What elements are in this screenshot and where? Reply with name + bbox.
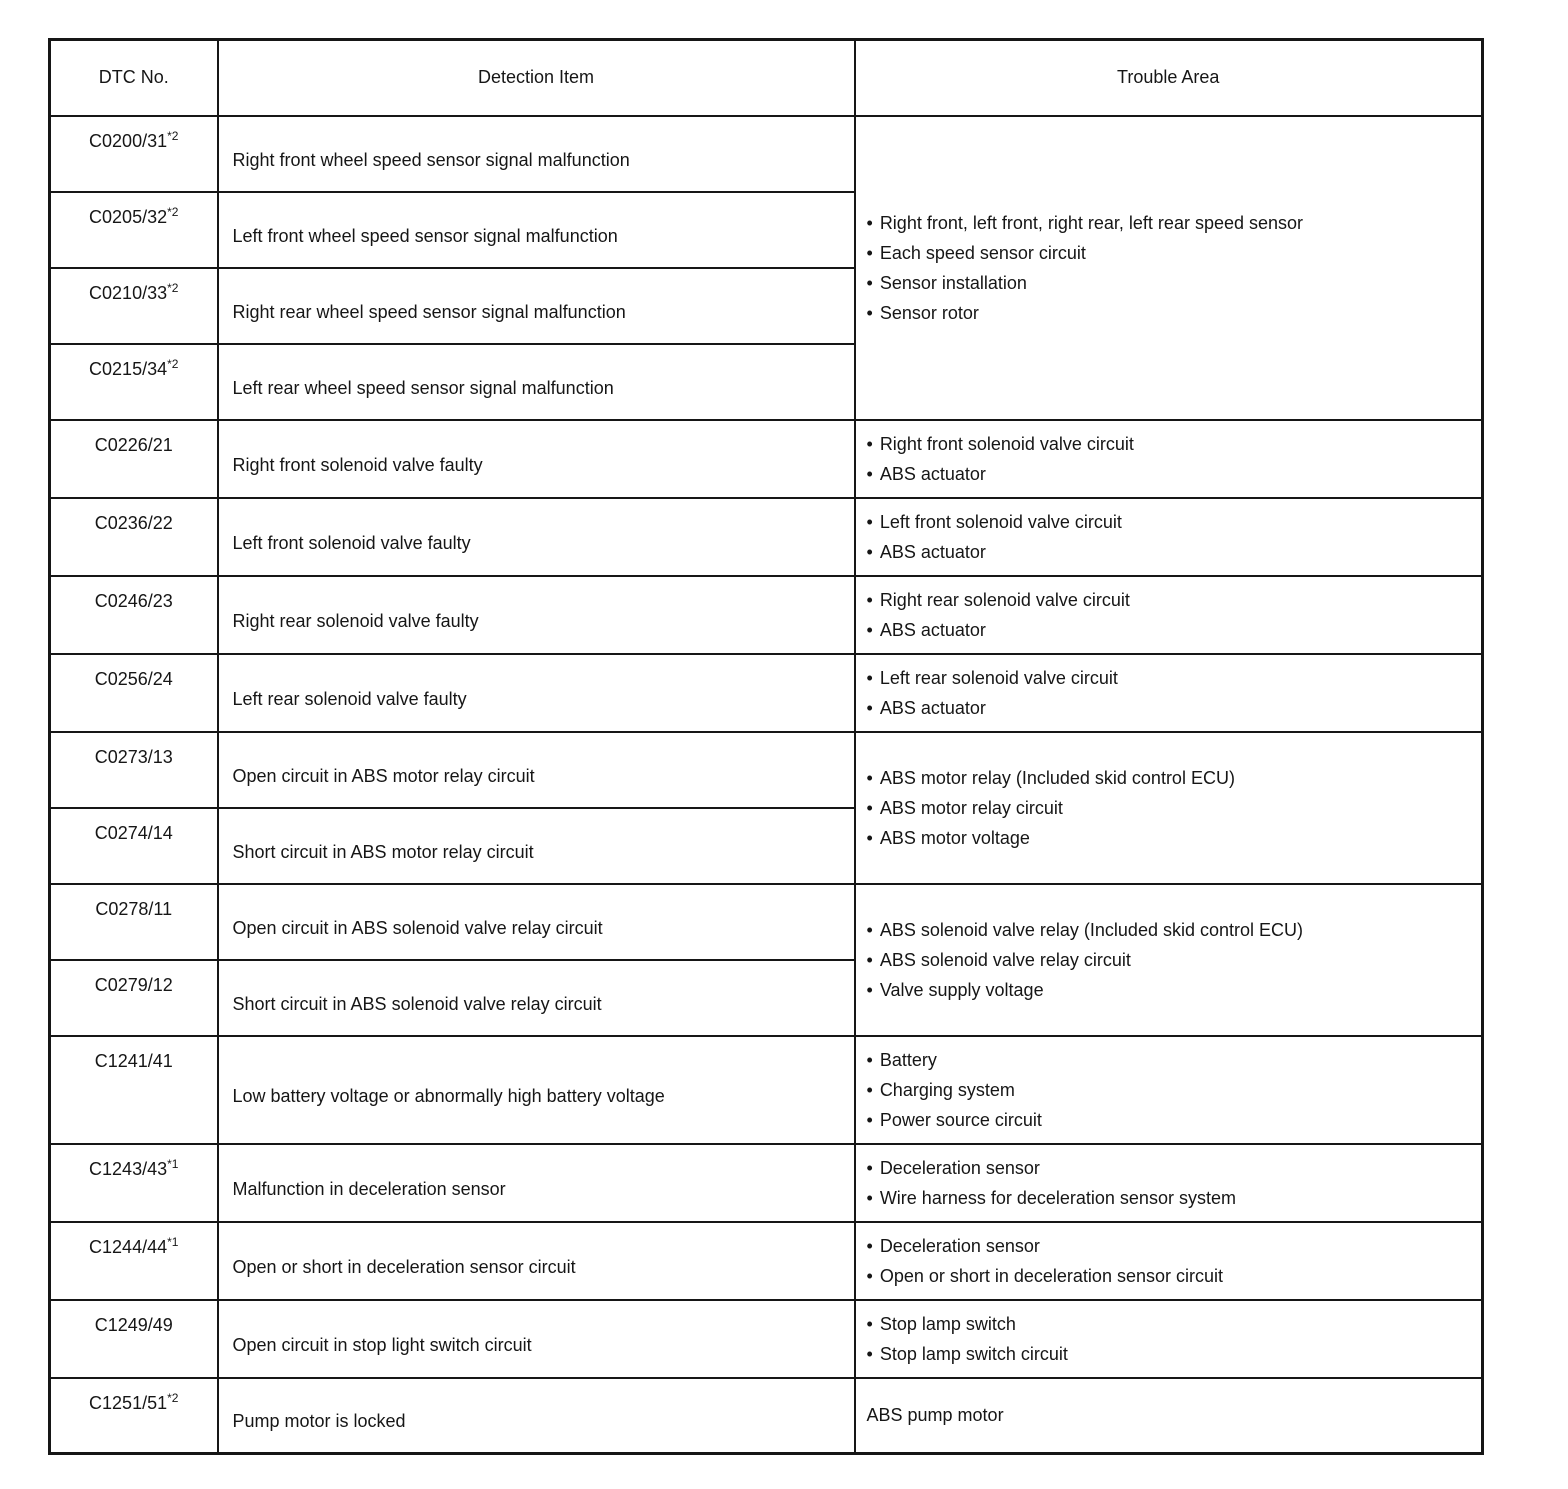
trouble-area-line: • Valve supply voltage bbox=[867, 975, 1470, 1005]
dtc-row bbox=[50, 732, 1483, 808]
dtc-code-cell bbox=[50, 1144, 218, 1222]
trouble-area-line: • Each speed sensor circuit bbox=[867, 238, 1470, 268]
dtc-code: C0200/31 bbox=[89, 130, 168, 151]
trouble-area-cell bbox=[855, 420, 1483, 498]
trouble-area-cell bbox=[855, 1144, 1483, 1222]
dtc-code: C0226/21 bbox=[94, 434, 173, 455]
dtc-footnote-marker: *1 bbox=[167, 1234, 179, 1249]
dtc-table bbox=[48, 38, 1484, 1455]
trouble-area-line: • Power source circuit bbox=[867, 1105, 1470, 1135]
trouble-area-cell bbox=[855, 498, 1483, 576]
dtc-row bbox=[50, 420, 1483, 498]
dtc-code-cell bbox=[50, 192, 218, 268]
dtc-footnote-marker: *2 bbox=[167, 1390, 179, 1405]
dtc-footnote-marker: *2 bbox=[167, 280, 179, 295]
dtc-code: C1251/51 bbox=[89, 1392, 168, 1413]
dtc-code: C0215/34 bbox=[89, 358, 168, 379]
trouble-area-line: • ABS motor relay circuit bbox=[867, 793, 1470, 823]
dtc-code-cell bbox=[50, 654, 218, 732]
dtc-row bbox=[50, 576, 1483, 654]
dtc-code-cell bbox=[50, 116, 218, 192]
dtc-row bbox=[50, 654, 1483, 732]
dtc-code: C0236/22 bbox=[94, 512, 173, 533]
dtc-code-cell bbox=[50, 1300, 218, 1378]
detection-item-cell: Left rear wheel speed sensor signal malfunction bbox=[218, 344, 855, 420]
trouble-area-cell bbox=[855, 654, 1483, 732]
dtc-row bbox=[50, 884, 1483, 960]
dtc-footnote-marker: *2 bbox=[167, 356, 179, 371]
trouble-area-line: • ABS actuator bbox=[867, 693, 1470, 723]
dtc-code: C0273/13 bbox=[94, 746, 173, 767]
trouble-area-line: • Deceleration sensor bbox=[867, 1153, 1470, 1183]
header-detection-item: Detection Item bbox=[218, 40, 855, 116]
detection-item-cell: Left rear solenoid valve faulty bbox=[218, 654, 855, 732]
detection-item-cell: Malfunction in deceleration sensor bbox=[218, 1144, 855, 1222]
dtc-row bbox=[50, 1300, 1483, 1378]
detection-item-cell: Pump motor is locked bbox=[218, 1378, 855, 1454]
dtc-code-cell bbox=[50, 576, 218, 654]
trouble-area-cell bbox=[855, 1036, 1483, 1144]
dtc-table-body bbox=[50, 116, 1483, 1454]
trouble-area-cell bbox=[855, 116, 1483, 420]
dtc-footnote-marker: *2 bbox=[167, 128, 179, 143]
dtc-code-cell bbox=[50, 420, 218, 498]
table-header-row bbox=[50, 40, 1483, 116]
dtc-code-cell bbox=[50, 884, 218, 960]
dtc-code: C1244/44 bbox=[89, 1236, 168, 1257]
trouble-area-cell bbox=[855, 884, 1483, 1036]
dtc-code-cell bbox=[50, 808, 218, 884]
detection-item-cell: Short circuit in ABS motor relay circuit bbox=[218, 808, 855, 884]
dtc-row bbox=[50, 1222, 1483, 1300]
dtc-code: C0246/23 bbox=[94, 590, 173, 611]
dtc-code-cell bbox=[50, 344, 218, 420]
trouble-area-line: • Sensor installation bbox=[867, 268, 1470, 298]
trouble-area-line: • ABS motor voltage bbox=[867, 823, 1470, 853]
detection-item-cell: Open or short in deceleration sensor circuit bbox=[218, 1222, 855, 1300]
dtc-code-cell bbox=[50, 960, 218, 1036]
trouble-area-line: • Sensor rotor bbox=[867, 298, 1470, 328]
trouble-area-cell bbox=[855, 1222, 1483, 1300]
trouble-area-line: • Stop lamp switch bbox=[867, 1309, 1470, 1339]
detection-item-cell: Low battery voltage or abnormally high battery voltage bbox=[218, 1036, 855, 1144]
dtc-code: C0279/12 bbox=[94, 974, 173, 995]
detection-item-cell: Right front solenoid valve faulty bbox=[218, 420, 855, 498]
trouble-area-cell bbox=[855, 732, 1483, 884]
dtc-row bbox=[50, 1378, 1483, 1454]
detection-item-cell: Right rear solenoid valve faulty bbox=[218, 576, 855, 654]
detection-item-cell: Short circuit in ABS solenoid valve relay circuit bbox=[218, 960, 855, 1036]
dtc-code: C0274/14 bbox=[94, 822, 173, 843]
header-dtc-no: DTC No. bbox=[50, 40, 218, 116]
detection-item-cell: Open circuit in ABS solenoid valve relay circuit bbox=[218, 884, 855, 960]
trouble-area-line: • Charging system bbox=[867, 1075, 1470, 1105]
dtc-footnote-marker: *1 bbox=[167, 1156, 179, 1171]
trouble-area-line: • ABS actuator bbox=[867, 615, 1470, 645]
dtc-code-cell bbox=[50, 1378, 218, 1454]
dtc-code-cell bbox=[50, 1222, 218, 1300]
dtc-row bbox=[50, 1144, 1483, 1222]
trouble-area-line: • Battery bbox=[867, 1045, 1470, 1075]
dtc-code-cell bbox=[50, 498, 218, 576]
dtc-code-cell bbox=[50, 1036, 218, 1144]
trouble-area-line: • Deceleration sensor bbox=[867, 1231, 1470, 1261]
dtc-code: C0210/33 bbox=[89, 282, 168, 303]
trouble-area-line: • Right front, left front, right rear, left rear speed sensor bbox=[867, 208, 1470, 238]
trouble-area-line: • ABS actuator bbox=[867, 537, 1470, 567]
trouble-area-line: • ABS solenoid valve relay (Included skid control ECU) bbox=[867, 915, 1470, 945]
dtc-code: C1243/43 bbox=[89, 1158, 168, 1179]
trouble-area-line: • Stop lamp switch circuit bbox=[867, 1339, 1470, 1369]
dtc-row bbox=[50, 1036, 1483, 1144]
detection-item-cell: Open circuit in stop light switch circuit bbox=[218, 1300, 855, 1378]
detection-item-cell: Left front solenoid valve faulty bbox=[218, 498, 855, 576]
dtc-code: C0205/32 bbox=[89, 206, 168, 227]
dtc-code-cell bbox=[50, 732, 218, 808]
dtc-code: C1249/49 bbox=[94, 1314, 173, 1335]
trouble-area-line: • ABS actuator bbox=[867, 459, 1470, 489]
trouble-area-line: ABS pump motor bbox=[866, 1405, 1004, 1426]
trouble-area-cell bbox=[855, 1378, 1483, 1454]
detection-item-cell: Left front wheel speed sensor signal malfunction bbox=[218, 192, 855, 268]
trouble-area-line: • Open or short in deceleration sensor circuit bbox=[867, 1261, 1470, 1291]
detection-item-cell: Right front wheel speed sensor signal malfunction bbox=[218, 116, 855, 192]
dtc-code-cell bbox=[50, 268, 218, 344]
trouble-area-line: • Right front solenoid valve circuit bbox=[867, 429, 1470, 459]
dtc-footnote-marker: *2 bbox=[167, 204, 179, 219]
detection-item-cell: Right rear wheel speed sensor signal malfunction bbox=[218, 268, 855, 344]
dtc-row bbox=[50, 116, 1483, 192]
trouble-area-line: • Right rear solenoid valve circuit bbox=[867, 585, 1470, 615]
trouble-area-line: • Left front solenoid valve circuit bbox=[867, 507, 1470, 537]
trouble-area-cell bbox=[855, 576, 1483, 654]
header-trouble-area: Trouble Area bbox=[855, 40, 1483, 116]
dtc-code: C1241/41 bbox=[94, 1050, 173, 1071]
trouble-area-line: • Left rear solenoid valve circuit bbox=[867, 663, 1470, 693]
trouble-area-line: • ABS solenoid valve relay circuit bbox=[867, 945, 1470, 975]
trouble-area-line: • Wire harness for deceleration sensor system bbox=[867, 1183, 1470, 1213]
trouble-area-cell bbox=[855, 1300, 1483, 1378]
trouble-area-line: • ABS motor relay (Included skid control ECU) bbox=[867, 763, 1470, 793]
dtc-code: C0278/11 bbox=[95, 898, 173, 919]
dtc-code: C0256/24 bbox=[94, 668, 173, 689]
detection-item-cell: Open circuit in ABS motor relay circuit bbox=[218, 732, 855, 808]
dtc-row bbox=[50, 498, 1483, 576]
